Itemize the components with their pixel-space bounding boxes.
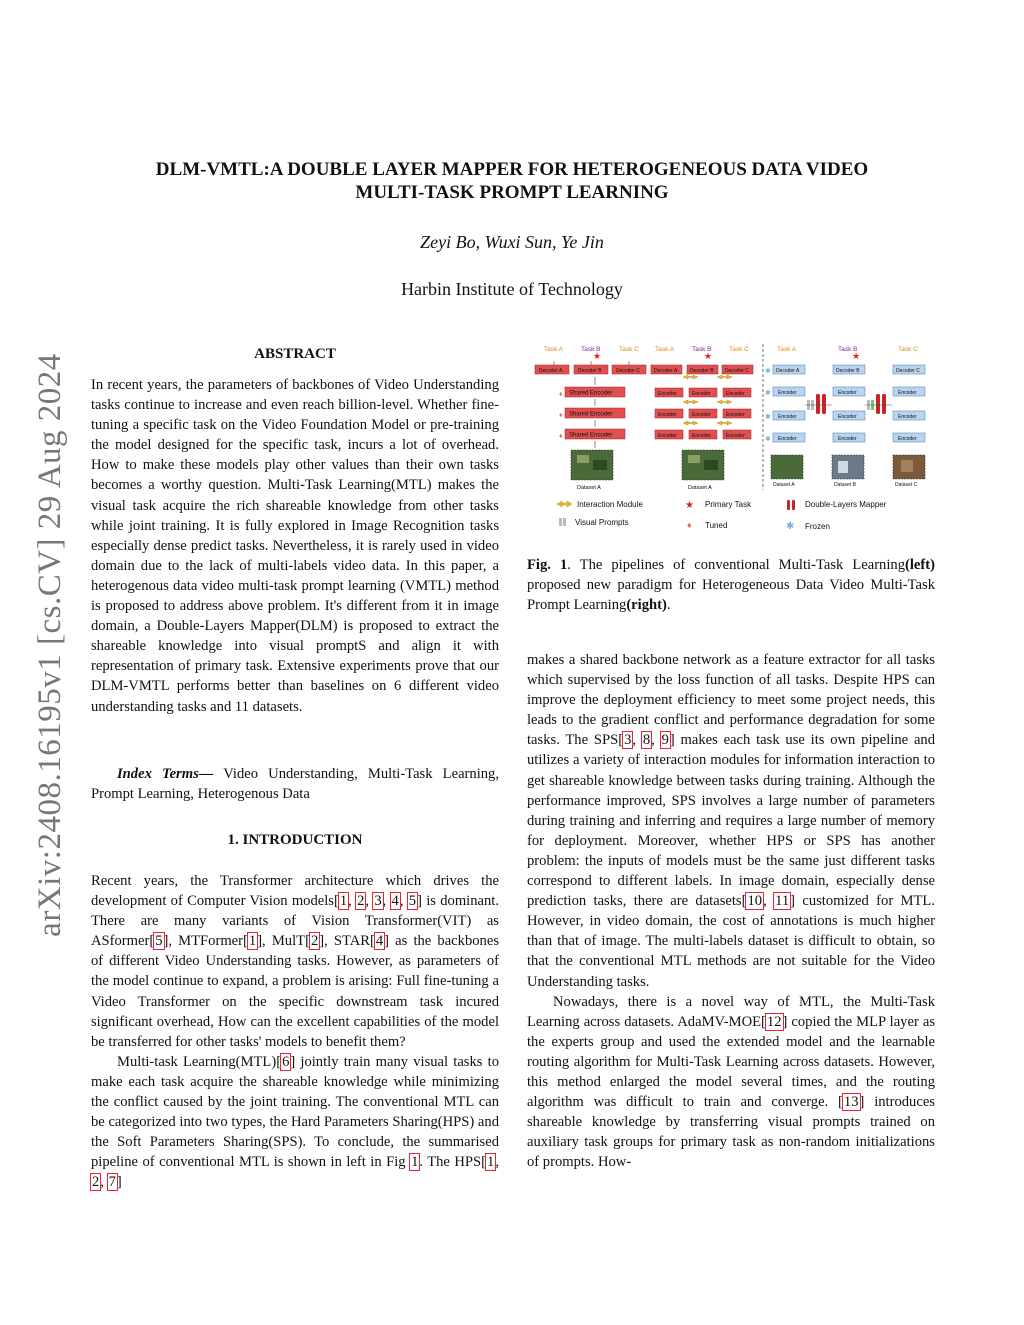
legend-primary-task: Primary Task (705, 500, 752, 509)
title-line-1: DLM-VMTL:A DOUBLE LAYER MAPPER FOR HETEROGENEOUS DATA VIDEO (155, 159, 869, 180)
text-run: makes a shared backbone network as a feature extractor for all tasks which supervised by the loss function of all tasks. Despite HPS can improve the deployment efficiency to meet some project needs, this leads to the gradient conflict and performance degradation for some tasks. The SPS[ (527, 652, 935, 749)
task-c-label: Task C (619, 346, 639, 353)
task-b-label: Task B (692, 346, 712, 353)
citation-link[interactable]: 2 (92, 1174, 100, 1191)
tuned-flame-icon: ♦ (687, 520, 692, 530)
decoder-b-label: Decoder B (836, 368, 860, 374)
text-run: Recent years, the Transformer architecture which drives the development of Computer Vision models[ (91, 873, 499, 910)
intro-paragraph-1: Recent years, the Transformer architecture which drives the development of Computer Vision models[1, 2, 3, 4, 5] is dominant. There are many variants of Vision Transformer(VIT) as ASformer[5], MTFormer[1], MulT[2], STAR[4] as the backbones of different Video Understanding tasks. However, as parameters of the model continue to expand, a problem is arising: Full fine-tuning a Video Transformer on the specific downstream task incured significant overhead, How can the excellent capabilities of the model be transferred for other tasks' models to benefit them? (91, 873, 500, 1050)
citation-link[interactable]: 3 (374, 893, 382, 910)
text-run: proposed new paradigm for Heterogeneous Data Video Multi-Task Prompt Learning (527, 577, 935, 614)
text-run: Multi-task Learning(MTL)[ (117, 1053, 282, 1070)
encoder-label: Encoder (726, 412, 745, 418)
caption-label: Fig. 1 (527, 557, 568, 573)
encoder-label: Encoder (692, 433, 711, 439)
decoder-a-label: Decoder A (654, 368, 678, 374)
citation-link[interactable]: 1 (339, 893, 348, 910)
citation-link[interactable]: 1 (487, 1154, 495, 1171)
primary-star-icon: ★ (704, 351, 713, 361)
task-a-label: Task A (655, 346, 675, 353)
text-run: ] as the backbones of different Video Understanding tasks. However, as parameters of the model continue to expand, a problem is arising: Full fine-tuning a Video Transformer on the specific downstream task incured significant overhead, How can the excellent capabilities of the model be transferred for other tasks' models to benefit them? (91, 933, 500, 1050)
text-run: ] is dominant. There are many variants of Vision Transformer(VIT) as ASformer[ (91, 893, 500, 950)
citation-link[interactable]: 2 (357, 893, 365, 910)
task-b-label: Task B (838, 346, 858, 353)
interaction-module-icon (557, 501, 572, 507)
visual-prompts-icon (559, 518, 562, 526)
citation-link[interactable]: 4 (375, 933, 384, 950)
citation-link[interactable]: 8 (642, 732, 651, 749)
arxiv-identifier: arXiv:2408.16195v1 [cs.CV] 29 Aug 2024 (32, 353, 68, 937)
encoder-label: Encoder (778, 390, 797, 396)
decoder-c-label: Decoder C (896, 368, 920, 374)
text-run: . The pipelines of conventional Multi-Task Learning (567, 557, 906, 573)
intro-paragraph-2: Multi-task Learning(MTL)[6] jointly train many visual tasks to make each task acquire the shareable knowledge while minimizing the conflict caused by the joint training. The conventional MTL can be categorized into two types, the Hard Parameters Sharing(HPS) and the Soft Parameters Sharing(SPS). To conclude, the summarised pipeline of conventional MTL is shown in left in Fig 1. The HPS[1, 2, 7] (91, 1053, 499, 1191)
text-run: . The HPS[ (419, 1154, 487, 1171)
citation-link[interactable]: 5 (408, 893, 417, 910)
text-run: Nowadays, there is a novel way of MTL, the Multi-Task Learning across datasets. AdaMV-MOE[ (527, 993, 935, 1030)
encoder-label: Encoder (838, 436, 857, 442)
encoder-label: Encoder (778, 436, 797, 442)
index-terms-text: Video Understanding, Multi-Task Learning, Prompt Learning, Heterogenous Data (91, 766, 499, 803)
intro-body (91, 871, 499, 1193)
dataset-a-label: Dataset A (577, 485, 601, 491)
encoder-label: Encoder (658, 412, 677, 418)
abstract-heading: ABSTRACT (254, 346, 336, 362)
text-run: ] introduces shareable knowledge by transferring visual prompts trained on auxiliary task groups for primary task as non-random initializations of prompts. How- (527, 1094, 935, 1171)
title-line-2: MULTI-TASK PROMPT LEARNING (355, 182, 669, 203)
text-run: . (666, 597, 671, 614)
figure-1-diagram (527, 340, 937, 535)
shared-encoder-label-2: Shared Encoder (569, 411, 613, 418)
citation-link[interactable]: 2 (310, 933, 319, 950)
dataset-a-label: Dataset A (773, 482, 795, 488)
frozen-snowflake-icons (765, 367, 771, 443)
legend-double-layers-mapper: Double-Layers Mapper (805, 500, 887, 509)
index-terms-label: Index Terms— (117, 766, 214, 782)
decoder-b-label: Decoder B (578, 368, 602, 374)
text-run: ], STAR[ (319, 933, 375, 950)
citation-link[interactable]: 6 (282, 1053, 290, 1070)
encoder-label: Encoder (898, 436, 917, 442)
citation-link[interactable]: 9 (661, 732, 669, 749)
decoder-c-label: Decoder C (616, 368, 640, 374)
text-run: ], MulT[ (257, 933, 310, 950)
citation-link[interactable]: 5 (155, 933, 163, 950)
dataset-c-label: Dataset C (895, 482, 918, 488)
text-run: ] customized for MTL. However, in video domain, the cost of annotations is much higher than that of image. The multi-labels dataset is difficult to obtain, so that the conventional MTL methods are not suitable for the Video Understanding tasks. (527, 893, 935, 990)
figure-link[interactable]: 1 (411, 1154, 419, 1171)
affiliation: Harbin Institute of Technology (401, 279, 623, 299)
task-a-label: Task A (777, 346, 797, 353)
task-a-label: Task A (544, 346, 564, 353)
primary-star-icon: ★ (593, 351, 602, 361)
shared-encoder-label-1: Shared Encoder (569, 390, 613, 397)
text-run: ], MTFormer[ (163, 933, 248, 950)
encoder-label: Encoder (692, 412, 711, 418)
legend-frozen: Frozen (805, 522, 830, 531)
dataset-a-image (771, 455, 803, 479)
task-b-label: Task B (581, 346, 601, 353)
text-run: ] makes each task use its own pipeline and utilizes a variety of interaction modules for information interaction to get shareable knowledge between tasks during training. Although the performance improved, SPS involves a large number of parameters during training and inferring and requires a large number of memory for deployment. Moreover, whether HPS or SPS has another problem: the inputs of models must be the same just different tasks correspond to different labels. In image domain, especially dense prediction tasks, there are datasets[ (527, 732, 936, 910)
citation-link[interactable]: 12 (766, 1013, 782, 1030)
encoder-label: Encoder (898, 390, 917, 396)
frozen-snowflake-icon: ✱ (786, 521, 795, 532)
citation-link[interactable]: 10 (747, 893, 763, 910)
caption-left: (left) (905, 557, 935, 573)
legend-tuned: Tuned (705, 521, 728, 530)
citation-link[interactable]: 7 (108, 1174, 116, 1191)
text-run: ] (116, 1174, 122, 1191)
index-terms (91, 764, 499, 804)
tuned-flame-icon: ♦ (559, 412, 563, 419)
text-run: ] copied the MLP layer as the experts group and used the extended model and the learnable routing algorithm for Multi-Task Learning across datasets. However, this method enlarged the model several times, and the routing algorithm was difficult to train and converge. [ (527, 1013, 935, 1111)
task-c-label: Task C (729, 346, 749, 353)
encoder-label: Encoder (778, 414, 797, 420)
intro-heading: 1. INTRODUCTION (227, 832, 363, 848)
primary-star-icon: ★ (852, 351, 861, 361)
svg-text:✱: ✱ (765, 368, 771, 375)
dataset-b-label: Dataset B (834, 482, 856, 488)
authors: Zeyi Bo, Wuxi Sun, Ye Jin (420, 232, 604, 252)
shared-encoder-label-3: Shared Encoder (569, 432, 613, 439)
encoder-label: Encoder (726, 391, 745, 397)
citation-link[interactable]: 4 (391, 893, 399, 910)
double-layer-mapper-icon (787, 500, 790, 510)
paper-title (100, 158, 924, 204)
citation-link[interactable]: 1 (248, 933, 257, 950)
citation-link[interactable]: 13 (843, 1094, 859, 1111)
encoder-label: Encoder (838, 414, 857, 420)
tuned-flame-icon: ♦ (559, 391, 563, 398)
dataset-a-label: Dataset A (688, 485, 712, 491)
decoder-b-label: Decoder B (690, 368, 714, 374)
encoder-label: Encoder (726, 433, 745, 439)
decoder-c-label: Decoder C (725, 368, 749, 374)
tuned-flame-icon: ♦ (559, 433, 563, 440)
figure-caption (527, 555, 935, 615)
double-layer-mapper-right (867, 394, 886, 414)
legend-visual-prompts: Visual Prompts (575, 518, 629, 527)
right-column-body (527, 650, 935, 1172)
svg-text:✱: ✱ (765, 390, 771, 397)
citation-link[interactable]: 11 (775, 893, 790, 910)
abstract-text (91, 375, 499, 717)
text-run: ] jointly train many visual tasks to make each task acquire the shareable knowledge while minimizing the conflict caused by the joint training. The conventional MTL can be categorized into two types, the Hard Parameters Sharing(HPS) and the Soft Parameters Sharing(SPS). To conclude, the summarised pipeline of conventional MTL is shown in left in Fig (91, 1053, 499, 1171)
right-paragraph-2 (527, 992, 935, 1173)
caption-right: (right) (626, 597, 667, 614)
decoder-a-label: Decoder A (776, 368, 800, 374)
right-paragraph-1: makes a shared backbone network as a feature extractor for all tasks which supervised by the loss function of all tasks. Despite HPS can improve the deployment efficiency to meet some project needs, this leads to the gradient conflict and performance degradation for some tasks. The SPS[3, 8, 9] makes each task use its own pipeline and utilizes a variety of interaction modules for information interaction to get shareable knowledge between tasks during training. Although the performance improved, SPS involves a large number of parameters during training and inferring and requires a large number of memory for deployment. Moreover, whether HPS or SPS has another problem: the inputs of models must be the same just different tasks correspond to different labels. In image domain, especially dense prediction tasks, there are datasets[10, 11] customized for MTL. However, in video domain, the cost of annotations is much higher than that of image. The multi-labels dataset is difficult to obtain, so that the conventional MTL methods are not suitable for the Video Understanding tasks. (527, 652, 936, 990)
encoder-label: Encoder (898, 414, 917, 420)
svg-text:✱: ✱ (765, 414, 771, 421)
task-c-label: Task C (898, 346, 918, 353)
citation-link[interactable]: 3 (624, 732, 632, 749)
encoder-label: Encoder (658, 391, 677, 397)
encoder-label: Encoder (658, 433, 677, 439)
primary-task-icon: ★ (685, 500, 694, 511)
abstract-paragraph: In recent years, the parameters of backbones of Video Understanding tasks continue to increase and even reach billion-level. Whether fine-tuning a specific task on the Video Foundation Model or pre-training the model designed for the specific task, incurs a lot of overhead. How to make these models play other values than their own tasks becomes a worthy question. Multi-Task Learning(MTL) makes the visual task acquire the rich shareable knowledge from other tasks while joint training. It is fully explored in Image Recognition tasks especially dense predict tasks. Nevertheless, it is rarely used in video domain due to the lack of multi-labels video data. In this paper, a heterogenous data video multi-task prompt learning (VMTL) method is proposed to address above problem. It's different from it in image domain, a Double-Layers Mapper(DLM) is proposed to extract the shareable knowledge into visual promptS and align it with representation of primary task. Extensive experiments prove that our DLM-VMTL performs better than baselines on 6 different video understanding tasks and 11 datasets. (91, 377, 499, 715)
legend-interaction-module: Interaction Module (577, 500, 643, 509)
double-layer-mapper-left (807, 394, 826, 414)
svg-text:✱: ✱ (765, 436, 771, 443)
decoder-a-label: Decoder A (539, 368, 563, 374)
encoder-label: Encoder (838, 390, 857, 396)
encoder-label: Encoder (692, 391, 711, 397)
